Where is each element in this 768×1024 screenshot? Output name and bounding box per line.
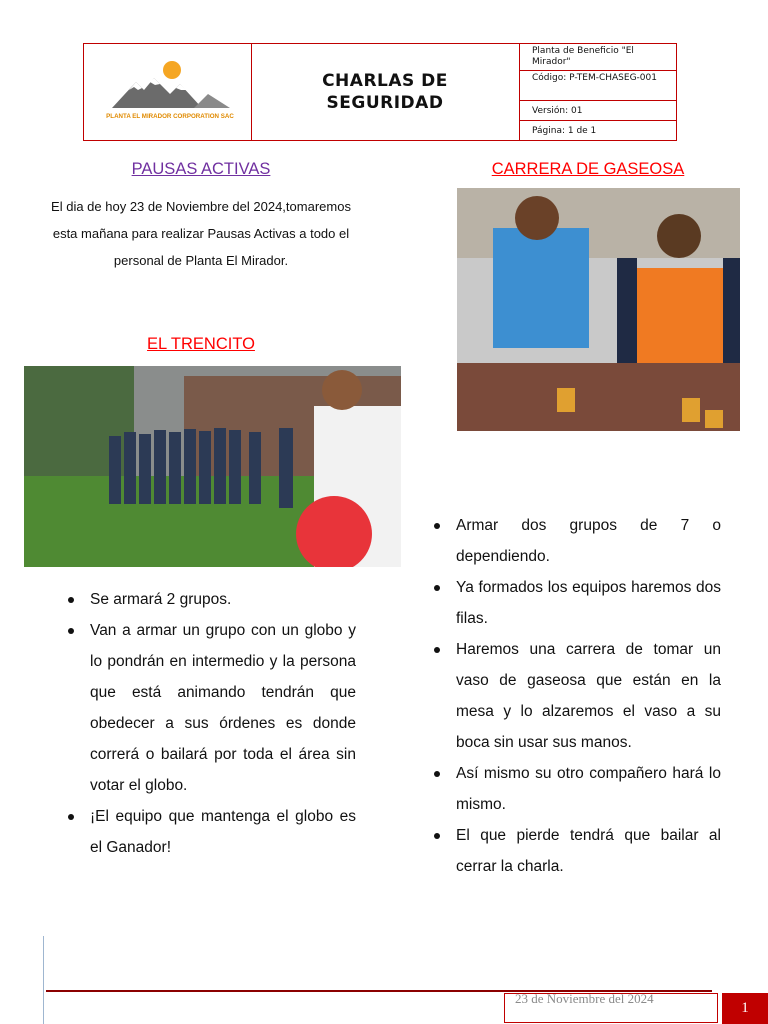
list-item: Ya formados los equipos haremos dos filas. (432, 572, 721, 634)
trencito-rules-list (66, 584, 356, 863)
carrera-photo (457, 188, 740, 431)
list-item: Armar dos grupos de 7 o dependiendo. (432, 510, 721, 572)
document-header-table (83, 43, 677, 141)
list-item: Así mismo su otro compañero hará lo mismo. (432, 758, 721, 820)
title-cell (251, 44, 520, 140)
document-info (520, 44, 677, 140)
company-logo (84, 44, 251, 140)
footer-margin-line (43, 936, 44, 1024)
footer-date: 23 de Noviembre del 2024 (515, 991, 654, 1006)
trencito-photo (24, 366, 401, 567)
info-plant: Planta de Beneficio "El Mirador" (520, 44, 677, 71)
pausas-activas-heading: PAUSAS ACTIVAS (131, 160, 271, 178)
intro-paragraph: El dia de hoy 23 de Noviembre del 2024,tomaremos esta mañana para realizar Pausas Activas a todo el personal de Planta El Mirador. (51, 199, 351, 268)
list-item: El que pierde tendrá que bailar al cerrar la charla. (432, 820, 721, 882)
logo-cell (84, 44, 252, 140)
info-page: Página: 1 de 1 (532, 126, 597, 136)
logo-text: PLANTA EL MIRADOR CORPORATION SAC (106, 113, 234, 120)
list-item: Se armará 2 grupos. (66, 584, 356, 615)
trencito-heading: EL TRENCITO (147, 335, 255, 353)
list-item: Haremos una carrera de tomar un vaso de gaseosa que están en la mesa y lo alzaremos el vaso a su boca sin usar sus manos. (432, 634, 721, 758)
document-title: CHARLAS DE SEGURIDAD (322, 71, 448, 113)
info-version: Versión: 01 (520, 101, 677, 121)
list-item: ¡El equipo que mantenga el globo es el Ganador! (66, 801, 356, 863)
footer-date-box (504, 993, 718, 1023)
carrera-heading: CARRERA DE GASEOSA (491, 160, 685, 178)
info-code: Código: P-TEM-CHASEG-001 (520, 71, 677, 101)
page-number: 1 (722, 993, 768, 1024)
list-item: Van a armar un grupo con un globo y lo pondrán en intermedio y la persona que está animando tendrán que obedecer a sus órdenes es donde correrá o bailará por toda el área sin votar el globo. (66, 615, 356, 801)
carrera-rules-list (432, 510, 721, 882)
